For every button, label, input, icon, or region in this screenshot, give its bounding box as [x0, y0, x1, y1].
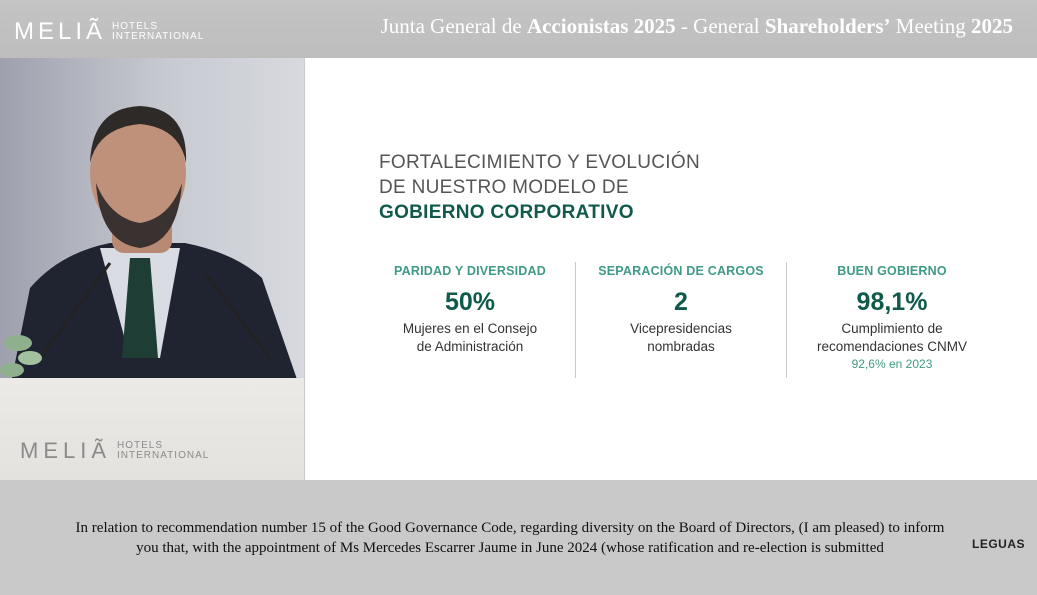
stat-desc-line2: de Administración [416, 339, 524, 354]
stat-separation [575, 262, 786, 378]
leguas-watermark: LEGUAS [971, 537, 1025, 551]
logo-sub-line1: HOTELS [112, 21, 159, 32]
stat-description [787, 320, 997, 356]
stat-value: 50% [444, 288, 496, 316]
subtitle-band [0, 480, 1037, 595]
podium-logo-sub-line2: INTERNATIONAL [117, 450, 210, 461]
title-part: 2025 [971, 14, 1013, 38]
podium-logo-sub-line1: HOTELS [117, 440, 164, 451]
title-part: Shareholders’ [764, 14, 891, 38]
slide-title [379, 150, 700, 225]
subtitle-line2: you that, with the appointment of Ms Mercedes Escarrer Jaume in June 2024 (whose ratification and re-election is submitted [136, 540, 884, 556]
meeting-title [381, 14, 1013, 39]
stats-row [365, 262, 997, 378]
title-part: Junta General de [380, 14, 527, 38]
stat-good-governance [786, 262, 997, 378]
podium-logo [20, 438, 209, 464]
stat-desc-line1: Mujeres en el Consejo [402, 321, 538, 336]
stat-desc-line1: Vicepresidencias [630, 321, 732, 336]
stat-description [365, 320, 575, 356]
stat-desc-line2: nombradas [647, 339, 715, 354]
title-part: Meeting [890, 14, 971, 38]
stat-desc-line2: recomendaciones CNMV [816, 339, 968, 354]
title-part: Accionistas 2025 [526, 14, 676, 38]
stat-value: 2 [674, 288, 688, 316]
presentation-slide [305, 58, 1037, 480]
broadcast-header [0, 0, 1037, 58]
melia-logo [14, 18, 204, 46]
stat-desc-line1: Cumplimiento de [841, 321, 943, 336]
slide-title-line1: FORTALECIMIENTO Y EVOLUCIÓN [379, 152, 700, 173]
stat-note: 92,6% en 2023 [851, 357, 933, 371]
podium [0, 378, 304, 480]
slide-title-line3: GOBIERNO CORPORATIVO [379, 202, 634, 223]
stat-heading: PARIDAD Y DIVERSIDAD [394, 264, 546, 278]
podium-logo-wordmark: MELIÃ [20, 438, 112, 463]
stat-parity [365, 262, 575, 378]
logo-sub-line2: INTERNATIONAL [112, 31, 205, 42]
subtitle-line1: In relation to recommendation number 15 of the Good Governance Code, regarding diversity on the Board of Directors, (I am pleased) to inform [75, 520, 945, 536]
slide-title-line2: DE NUESTRO MODELO DE [379, 177, 629, 198]
stat-heading: BUEN GOBIERNO [837, 264, 947, 278]
stat-value: 98,1% [856, 288, 928, 316]
logo-wordmark: MELIÃ [14, 18, 107, 45]
subtitle-text [30, 518, 990, 558]
podium-logo-subtext [117, 441, 209, 461]
speaker-video [0, 58, 304, 480]
title-part: - General [675, 14, 765, 38]
stat-description [576, 320, 786, 356]
logo-subtext [112, 22, 204, 42]
stat-heading: SEPARACIÓN DE CARGOS [598, 264, 764, 278]
